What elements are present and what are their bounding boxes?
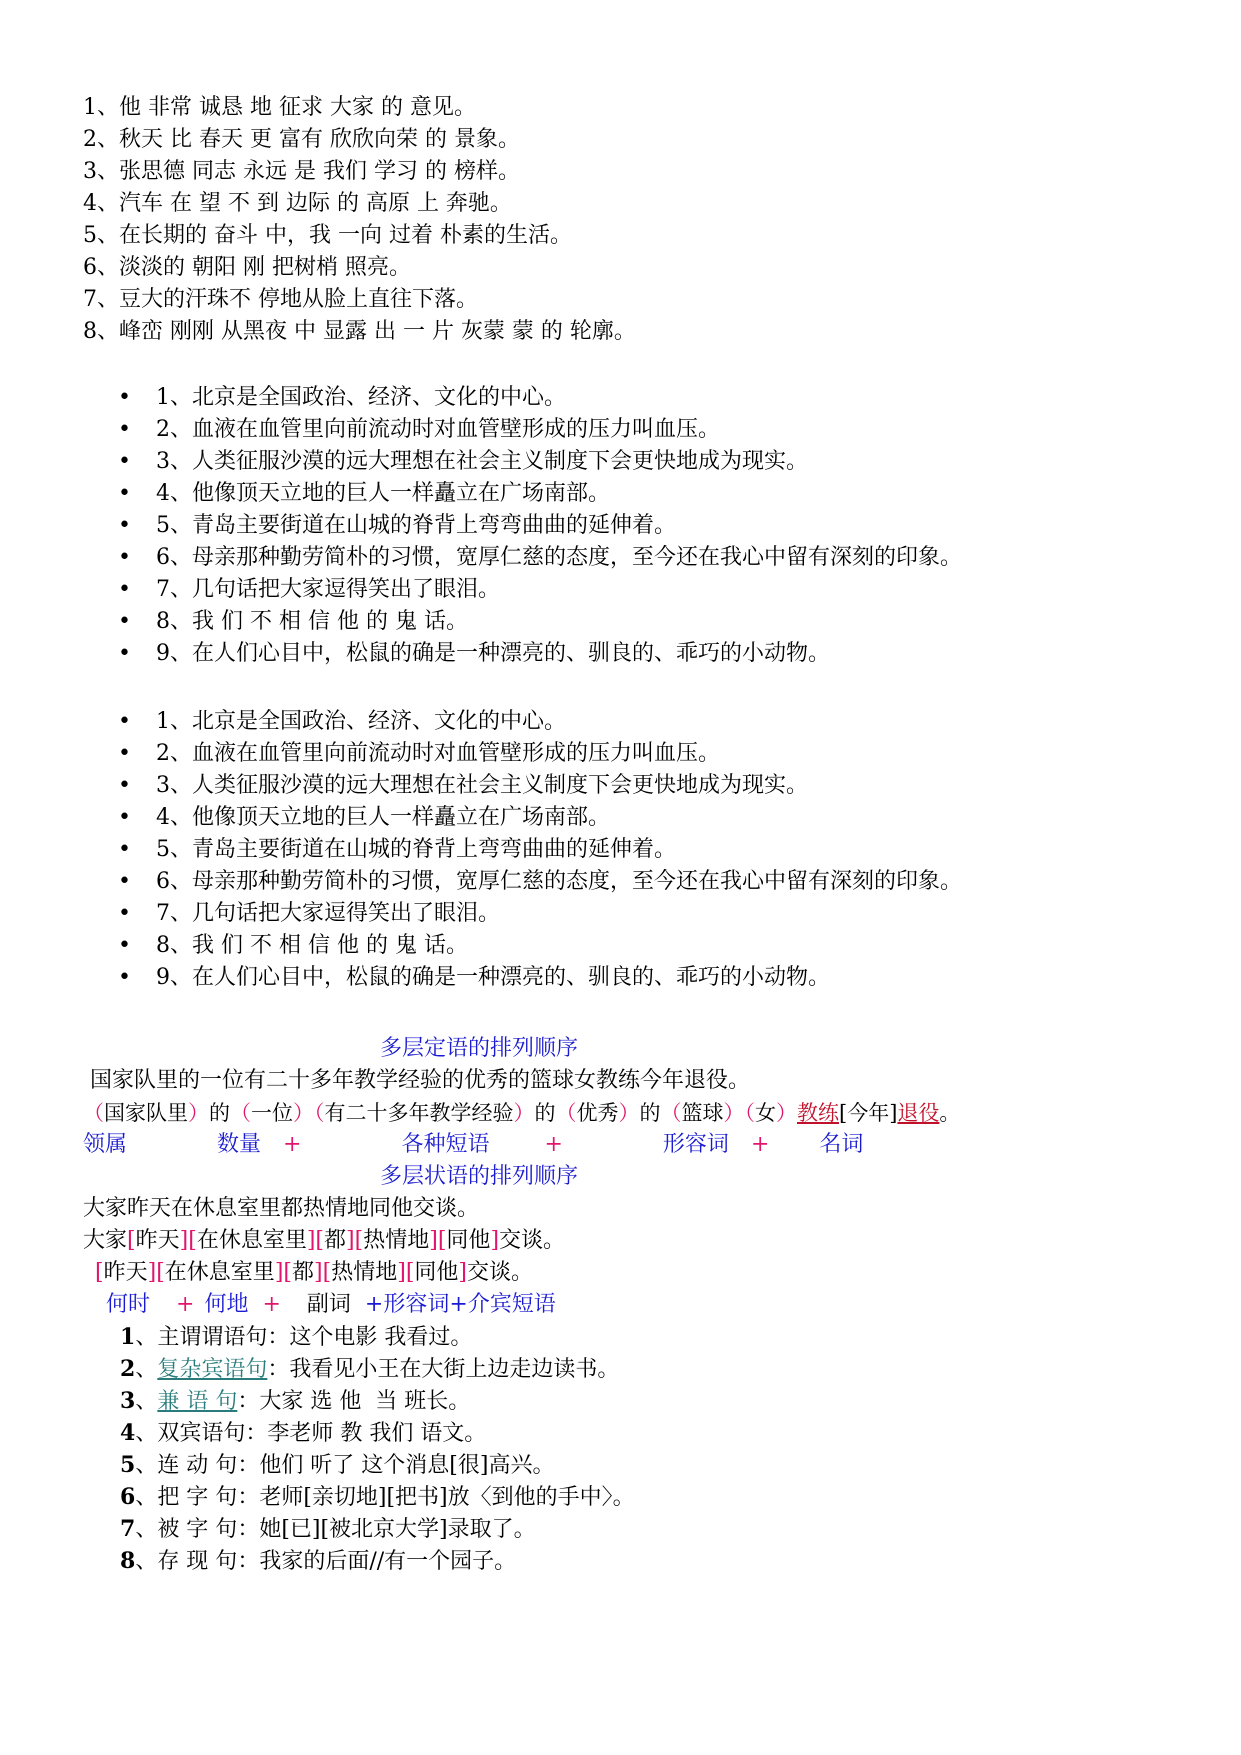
sentence-sep: 、 — [135, 1389, 158, 1414]
bullet-text: 2、血液在血管里向前流动时对血管壁形成的压力叫血压。 — [156, 741, 720, 766]
sentence-type — [120, 1387, 470, 1416]
sentence-type — [120, 1355, 619, 1384]
bullet-dot: • — [118, 965, 131, 990]
bullet-dot: • — [118, 385, 131, 410]
sentence-label-link[interactable]: 复杂宾语句 — [157, 1357, 268, 1382]
numbered-item: 4、汽车 在 望 不 到 边际 的 高原 上 奔驰。 — [83, 191, 512, 216]
sentence-body: ：这个电影 我看过。 — [267, 1325, 473, 1350]
bullet-dot: • — [118, 481, 131, 506]
bullet-dot: • — [118, 709, 131, 734]
head-noun: 教练 — [797, 1101, 839, 1125]
sentence-type — [120, 1547, 516, 1576]
bracket: [ — [839, 1101, 848, 1125]
bullet-item — [118, 964, 830, 992]
attributive-parsed — [83, 1099, 960, 1127]
bullet-item — [118, 708, 566, 736]
particle: 的 — [639, 1101, 661, 1125]
numbered-item: 6、淡淡的 朝阳 刚 把树梢 照亮。 — [83, 255, 411, 280]
bullet-item — [118, 448, 808, 476]
sentence-body: ：他们 听了 这个消息[很]高兴。 — [237, 1453, 555, 1478]
bullet-item — [118, 836, 676, 864]
order-label: 形容词 — [662, 1132, 729, 1157]
numbered-item: 3、张思德 同志 永远 是 我们 学习 的 榜样。 — [83, 159, 520, 184]
bullet-dot: • — [118, 545, 131, 570]
adverbial: 昨天 — [135, 1228, 180, 1253]
predicate: 交谈。 — [467, 1260, 534, 1285]
order-label: 数量 — [217, 1132, 262, 1157]
order-label: 名词 — [819, 1132, 864, 1157]
bullet-text: 4、他像顶天立地的巨人一样矗立在广场南部。 — [156, 805, 610, 830]
paren: （ — [230, 1101, 251, 1125]
bullet-dot: • — [118, 577, 131, 602]
adverbial: 同他 — [414, 1260, 459, 1285]
plus: + — [750, 1132, 770, 1157]
plus: + — [544, 1132, 563, 1157]
numbered-item: 1、他 非常 诚恳 地 征求 大家 的 意见。 — [83, 95, 476, 120]
section-title-adverbial: 多层状语的排列顺序 — [380, 1164, 579, 1189]
order-label: +介宾短语 — [449, 1292, 556, 1317]
paren: （ — [555, 1101, 577, 1125]
order-label: 副词 — [306, 1292, 351, 1317]
paren: ） — [513, 1101, 535, 1125]
bullet-item — [118, 932, 468, 960]
bullet-dot: • — [118, 609, 131, 634]
sentence-label: 、被 字 句 — [135, 1517, 238, 1542]
adverbial: 昨天 — [103, 1260, 148, 1285]
bullet-dot: • — [118, 641, 131, 666]
bullet-item — [118, 608, 468, 636]
numbered-item: 2、秋天 比 春天 更 富有 欣欣向荣 的 景象。 — [83, 127, 520, 152]
numbered-item: 8、峰峦 刚刚 从黑夜 中 显露 出 一 片 灰蒙 蒙 的 轮廓。 — [83, 319, 636, 344]
sentence-type — [120, 1515, 536, 1544]
paren: ） — [188, 1101, 209, 1125]
adverbial: 都 — [324, 1228, 347, 1253]
paren: ） — [776, 1101, 797, 1125]
predicate: 退役 — [897, 1101, 940, 1125]
bullet-dot: • — [118, 837, 131, 862]
attr-part: 女 — [755, 1101, 776, 1125]
bullet-text: 3、人类征服沙漠的远大理想在社会主义制度下会更快地成为现实。 — [156, 449, 808, 474]
paren: ） — [723, 1101, 745, 1125]
attr-part: 优秀 — [576, 1101, 619, 1125]
bullet-text: 1、北京是全国政治、经济、文化的中心。 — [156, 385, 566, 410]
bullet-dot: • — [118, 933, 131, 958]
bullet-text: 6、母亲那种勤劳简朴的习惯，宽厚仁慈的态度，至今还在我心中留有深刻的印象。 — [156, 545, 962, 570]
paren: （ — [314, 1101, 325, 1125]
sentence-type — [120, 1323, 472, 1352]
sentence-num: 5 — [120, 1452, 136, 1478]
numbered-item: 7、豆大的汗珠不 停地从脸上直往下落。 — [83, 287, 478, 312]
bullet-item — [118, 868, 962, 896]
bullet-text: 7、几句话把大家逗得笑出了眼泪。 — [156, 577, 500, 602]
order-label: 领属 — [83, 1132, 128, 1157]
paren: （ — [660, 1101, 682, 1125]
bullet-item — [118, 512, 676, 540]
bullet-text: 6、母亲那种勤劳简朴的习惯，宽厚仁慈的态度，至今还在我心中留有深刻的印象。 — [156, 869, 962, 894]
bullet-dot: • — [118, 513, 131, 538]
attr-part: 篮球 — [681, 1101, 724, 1125]
paren: ） — [618, 1101, 640, 1125]
sentence-type — [120, 1419, 486, 1448]
order-label: 何时 — [106, 1292, 151, 1317]
sentence-type — [120, 1451, 554, 1480]
attr-part: 一位 — [251, 1101, 293, 1125]
bracket: ] — [889, 1101, 898, 1125]
adverbial-parsed: 大家[昨天][在休息室里][都][热情地][同他]交谈。 — [83, 1228, 566, 1253]
bullet-item — [118, 480, 610, 508]
bullet-item — [118, 544, 962, 572]
particle: 的 — [209, 1101, 230, 1125]
bullet-text: 9、在人们心目中，松鼠的确是一种漂亮的、驯良的、乖巧的小动物。 — [156, 965, 830, 990]
sentence-num: 4 — [120, 1420, 136, 1446]
bullet-item — [118, 576, 500, 604]
sentence-type — [120, 1483, 635, 1512]
sentence-sep: 、 — [135, 1357, 158, 1382]
adverbial: 热情地 — [363, 1228, 430, 1253]
adverbial-sentence: 大家昨天在休息室里都热情地同他交谈。 — [83, 1196, 480, 1221]
bullet-dot: • — [118, 773, 131, 798]
bullet-item — [118, 416, 720, 444]
bullet-dot: • — [118, 901, 131, 926]
bullet-dot: • — [118, 805, 131, 830]
sentence-body: ：李老师 教 我们 语文。 — [245, 1421, 487, 1446]
bullet-item — [118, 804, 610, 832]
bullet-text: 5、青岛主要街道在山城的脊背上弯弯曲曲的延伸着。 — [156, 513, 676, 538]
plus: + — [176, 1292, 195, 1317]
adverbial-order — [106, 1291, 556, 1319]
adverbial: 在休息室里 — [196, 1228, 307, 1253]
sentence-num: 7 — [120, 1516, 136, 1542]
sentence-body: ：她[已][被北京大学]录取了。 — [237, 1517, 536, 1542]
adverbial: 在休息室里 — [164, 1260, 275, 1285]
bullet-item — [118, 900, 500, 928]
sentence-label: 、主谓谓语句 — [135, 1325, 268, 1350]
plus: + — [283, 1132, 302, 1157]
paren: （ — [744, 1101, 755, 1125]
sentence-label: 、把 字 句 — [135, 1485, 238, 1510]
section-title-attributive: 多层定语的排列顺序 — [380, 1036, 579, 1061]
bullet-text: 4、他像顶天立地的巨人一样矗立在广场南部。 — [156, 481, 610, 506]
adverbial-parsed-no-subject: [昨天][在休息室里][都][热情地][同他]交谈。 — [95, 1260, 534, 1285]
attributive-order — [83, 1131, 863, 1159]
sentence-body: ：我家的后面//有一个园子。 — [237, 1549, 517, 1574]
plus: + — [262, 1292, 281, 1317]
numbered-item: 5、在长期的 奋斗 中，我 一向 过着 朴素的生活。 — [83, 223, 572, 248]
bullet-item — [118, 640, 830, 668]
bullet-item — [118, 740, 720, 768]
sentence-num: 1 — [120, 1324, 136, 1350]
adverbial: 今年 — [847, 1101, 890, 1125]
order-label: 何地 — [204, 1292, 249, 1317]
order-label: +形容词 — [364, 1292, 450, 1317]
sentence-body: ：我看见小王在大街上边走边读书。 — [267, 1357, 620, 1382]
sentence-num: 8 — [120, 1548, 136, 1574]
paren: ） — [293, 1101, 314, 1125]
particle: 的 — [534, 1101, 556, 1125]
sentence-num: 2 — [120, 1356, 136, 1382]
bullet-dot: • — [118, 741, 131, 766]
sentence-body: ：老师[亲切地][把书]放〈到他的手中〉。 — [237, 1485, 635, 1510]
attr-part: 有二十多年教学经验 — [324, 1101, 514, 1125]
sentence-num: 3 — [120, 1388, 136, 1414]
adverbial: 热情地 — [331, 1260, 398, 1285]
bullet-text: 8、我 们 不 相 信 他 的 鬼 话。 — [156, 933, 468, 958]
sentence-label: 、存 现 句 — [135, 1549, 238, 1574]
attr-part: 国家队里 — [104, 1101, 188, 1125]
adverbial: 都 — [292, 1260, 315, 1285]
period: 。 — [939, 1101, 961, 1125]
sentence-label-link[interactable]: 兼 语 句 — [157, 1389, 238, 1414]
bullet-text: 8、我 们 不 相 信 他 的 鬼 话。 — [156, 609, 468, 634]
bullet-dot: • — [118, 869, 131, 894]
paren: （ — [83, 1101, 104, 1125]
subject: 大家 — [83, 1228, 128, 1253]
bullet-text: 1、北京是全国政治、经济、文化的中心。 — [156, 709, 566, 734]
bullet-dot: • — [118, 417, 131, 442]
predicate: 交谈。 — [499, 1228, 566, 1253]
attributive-sentence: 国家队里的一位有二十多年教学经验的优秀的篮球女教练今年退役。 — [83, 1068, 750, 1093]
sentence-num: 6 — [120, 1484, 136, 1510]
bullet-item — [118, 772, 808, 800]
sentence-label: 、连 动 句 — [135, 1453, 238, 1478]
bullet-text: 3、人类征服沙漠的远大理想在社会主义制度下会更快地成为现实。 — [156, 773, 808, 798]
adverbial: 同他 — [446, 1228, 491, 1253]
sentence-body: ：大家 选 他 当 班长。 — [237, 1389, 471, 1414]
order-label: 各种短语 — [401, 1132, 490, 1157]
bullet-text: 2、血液在血管里向前流动时对血管壁形成的压力叫血压。 — [156, 417, 720, 442]
bullet-text: 7、几句话把大家逗得笑出了眼泪。 — [156, 901, 500, 926]
bullet-text: 5、青岛主要街道在山城的脊背上弯弯曲曲的延伸着。 — [156, 837, 676, 862]
bullet-dot: • — [118, 449, 131, 474]
bullet-item — [118, 384, 566, 412]
sentence-label: 、双宾语句 — [135, 1421, 246, 1446]
bullet-text: 9、在人们心目中，松鼠的确是一种漂亮的、驯良的、乖巧的小动物。 — [156, 641, 830, 666]
